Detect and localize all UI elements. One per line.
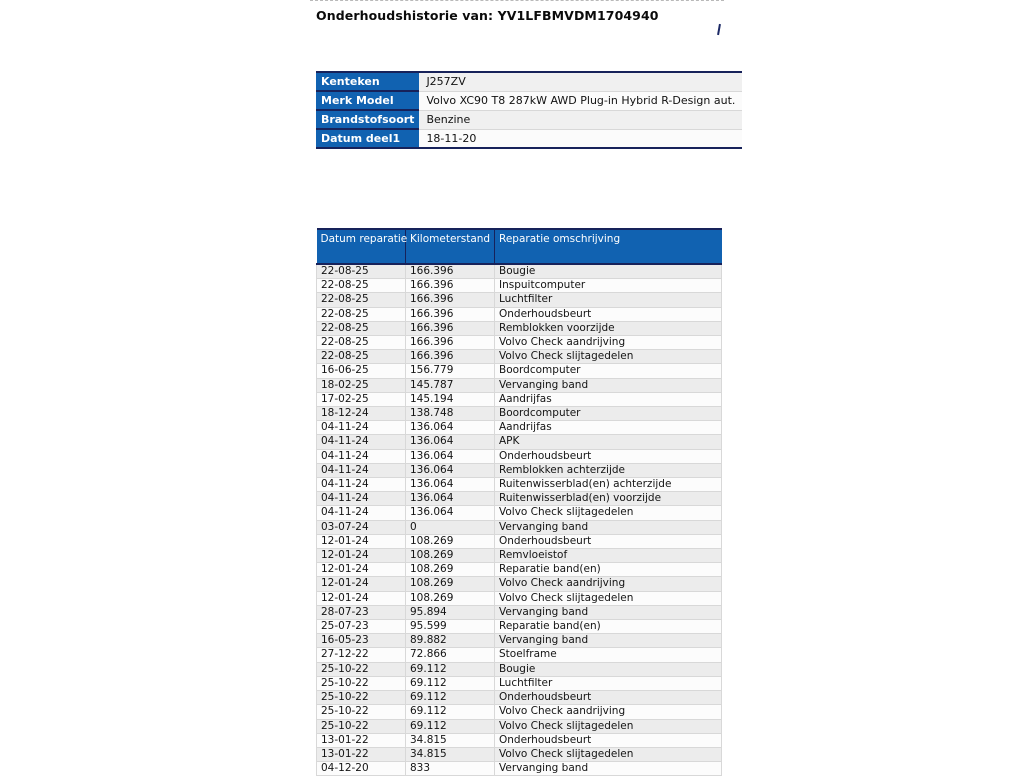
table-cell: Volvo Check aandrijving [495,705,722,719]
table-cell: 12-01-24 [317,563,406,577]
info-value: Benzine [419,110,742,129]
table-cell: 108.269 [406,549,495,563]
table-cell: 12-01-24 [317,549,406,563]
table-cell: Luchtfilter [495,676,722,690]
table-row [316,110,742,129]
table-row [317,392,722,406]
table-cell: 22-08-25 [317,321,406,335]
table-cell: 13-01-22 [317,747,406,761]
table-cell: 25-10-22 [317,691,406,705]
table-cell: 25-07-23 [317,620,406,634]
table-row [317,449,722,463]
table-row [316,72,742,91]
table-cell: Volvo Check slijtagedelen [495,506,722,520]
service-history-body [317,264,722,776]
table-cell: 69.112 [406,676,495,690]
table-cell: 166.396 [406,293,495,307]
vehicle-info-table [316,71,742,149]
table-row [316,129,742,148]
table-cell: Volvo Check aandrijving [495,336,722,350]
table-cell: 136.064 [406,421,495,435]
table-cell: 166.396 [406,336,495,350]
table-row [317,762,722,776]
table-cell: Onderhoudsbeurt [495,307,722,321]
table-cell: 22-08-25 [317,264,406,279]
table-cell: Luchtfilter [495,293,722,307]
table-cell: Vervanging band [495,762,722,776]
table-cell: 18-12-24 [317,407,406,421]
table-cell: 136.064 [406,449,495,463]
table-cell: 04-11-24 [317,492,406,506]
table-cell: 22-08-25 [317,293,406,307]
table-row [317,321,722,335]
table-row [317,549,722,563]
table-cell: 156.779 [406,364,495,378]
info-label: Kenteken [316,72,419,91]
table-cell: 18-02-25 [317,378,406,392]
table-cell: 22-08-25 [317,279,406,293]
table-row [317,634,722,648]
table-cell: 04-12-20 [317,762,406,776]
table-cell: 145.787 [406,378,495,392]
table-cell: 89.882 [406,634,495,648]
table-cell: 04-11-24 [317,478,406,492]
table-cell: 34.815 [406,733,495,747]
table-cell: 136.064 [406,492,495,506]
table-cell: 95.599 [406,620,495,634]
info-label: Datum deel1 [316,129,419,148]
table-row [317,463,722,477]
table-cell: Inspuitcomputer [495,279,722,293]
table-cell: 136.064 [406,463,495,477]
table-row [317,492,722,506]
table-cell: 0 [406,520,495,534]
table-cell: Remblokken voorzijde [495,321,722,335]
table-cell: 108.269 [406,591,495,605]
table-cell: Volvo Check slijtagedelen [495,591,722,605]
table-cell: Onderhoudsbeurt [495,534,722,548]
table-cell: 04-11-24 [317,435,406,449]
table-row [317,478,722,492]
table-cell: 95.894 [406,605,495,619]
table-cell: 833 [406,762,495,776]
table-cell: 16-06-25 [317,364,406,378]
table-cell: 166.396 [406,279,495,293]
column-header-odometer: Kilometerstand [406,229,495,264]
table-cell: Volvo Check slijtagedelen [495,747,722,761]
table-cell: 25-10-22 [317,719,406,733]
table-cell: Vervanging band [495,605,722,619]
table-cell: 108.269 [406,534,495,548]
table-cell: 04-11-24 [317,421,406,435]
table-cell: Remblokken achterzijde [495,463,722,477]
table-cell: Bougie [495,662,722,676]
header-row [317,229,722,264]
table-row [317,620,722,634]
table-cell: 22-08-25 [317,307,406,321]
table-cell: Onderhoudsbeurt [495,691,722,705]
table-cell: 25-10-22 [317,662,406,676]
table-cell: Boordcomputer [495,364,722,378]
table-row [316,91,742,110]
table-row [317,719,722,733]
table-cell: Aandrijfas [495,421,722,435]
table-row [317,421,722,435]
table-cell: 17-02-25 [317,392,406,406]
table-cell: 04-11-24 [317,449,406,463]
table-cell: Vervanging band [495,520,722,534]
table-cell: Aandrijfas [495,392,722,406]
table-row [317,534,722,548]
table-row [317,676,722,690]
table-cell: Vervanging band [495,634,722,648]
table-row [317,378,722,392]
column-header-date: Datum reparatie [317,229,406,264]
table-cell: Ruitenwisserblad(en) achterzijde [495,478,722,492]
info-value: 18-11-20 [419,129,742,148]
table-cell: Ruitenwisserblad(en) voorzijde [495,492,722,506]
table-row [317,747,722,761]
table-cell: 69.112 [406,705,495,719]
table-cell: 13-01-22 [317,733,406,747]
table-cell: 108.269 [406,563,495,577]
table-cell: Reparatie band(en) [495,563,722,577]
table-cell: 34.815 [406,747,495,761]
table-cell: 166.396 [406,264,495,279]
table-cell: 12-01-24 [317,591,406,605]
table-cell: 04-11-24 [317,506,406,520]
table-cell: Volvo Check slijtagedelen [495,350,722,364]
table-row [317,264,722,279]
table-cell: 145.194 [406,392,495,406]
table-row [317,605,722,619]
table-cell: 136.064 [406,435,495,449]
table-cell: Onderhoudsbeurt [495,449,722,463]
table-row [317,662,722,676]
column-header-description: Reparatie omschrijving [495,229,722,264]
table-cell: 12-01-24 [317,577,406,591]
table-cell: 69.112 [406,662,495,676]
table-cell: Remvloeistof [495,549,722,563]
table-cell: 27-12-22 [317,648,406,662]
table-cell: 138.748 [406,407,495,421]
table-cell: 136.064 [406,478,495,492]
table-cell: Volvo Check slijtagedelen [495,719,722,733]
stray-ink-mark [717,24,721,35]
table-cell: Bougie [495,264,722,279]
table-row [317,279,722,293]
table-row [317,293,722,307]
table-row [317,733,722,747]
table-row [317,705,722,719]
table-cell: 22-08-25 [317,336,406,350]
info-value: Volvo XC90 T8 287kW AWD Plug-in Hybrid R-Design aut. [419,91,742,110]
info-label: Brandstofsoort [316,110,419,129]
table-cell: 25-10-22 [317,676,406,690]
table-cell: 136.064 [406,506,495,520]
table-cell: 25-10-22 [317,705,406,719]
table-row [317,577,722,591]
page-edge-dashed-line [310,0,724,1]
table-cell: 166.396 [406,350,495,364]
table-row [317,520,722,534]
table-cell: 22-08-25 [317,350,406,364]
table-row [317,563,722,577]
table-cell: 166.396 [406,321,495,335]
table-cell: Reparatie band(en) [495,620,722,634]
service-history-header [317,229,722,264]
service-history-table [316,228,722,776]
table-row [317,364,722,378]
table-row [317,648,722,662]
info-label: Merk Model [316,91,419,110]
table-cell: 108.269 [406,577,495,591]
table-cell: 28-07-23 [317,605,406,619]
table-cell: Stoelframe [495,648,722,662]
table-cell: 166.396 [406,307,495,321]
table-cell: 04-11-24 [317,463,406,477]
table-cell: 16-05-23 [317,634,406,648]
table-cell: 69.112 [406,719,495,733]
info-value: J257ZV [419,72,742,91]
table-cell: 72.866 [406,648,495,662]
table-cell: APK [495,435,722,449]
page-title: Onderhoudshistorie van: YV1LFBMVDM1704940 [316,8,659,23]
table-row [317,407,722,421]
table-row [317,435,722,449]
table-row [317,336,722,350]
table-cell: Boordcomputer [495,407,722,421]
table-row [317,307,722,321]
table-row [317,350,722,364]
table-row [317,506,722,520]
table-row [317,591,722,605]
table-cell: 03-07-24 [317,520,406,534]
table-cell: 69.112 [406,691,495,705]
table-cell: 12-01-24 [317,534,406,548]
table-cell: Volvo Check aandrijving [495,577,722,591]
table-cell: Onderhoudsbeurt [495,733,722,747]
table-cell: Vervanging band [495,378,722,392]
table-row [317,691,722,705]
